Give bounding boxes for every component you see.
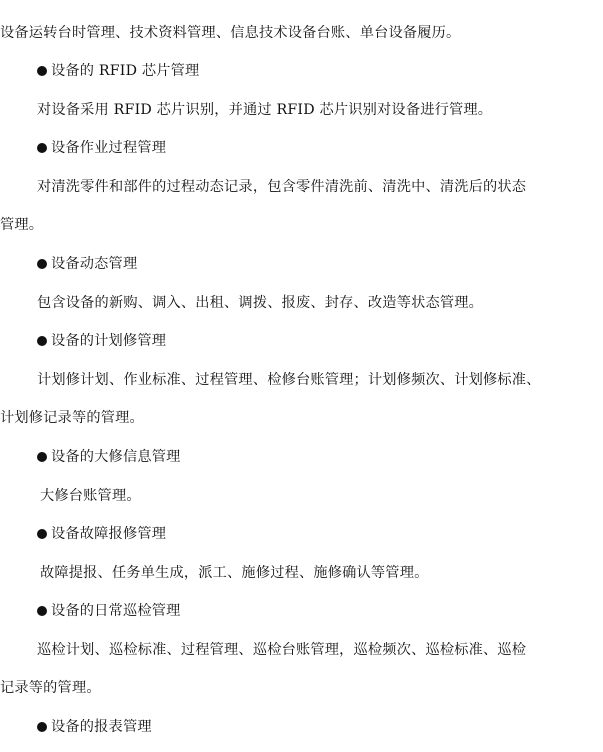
paragraph-planned-line-2: 计划修记录等的管理。 [0, 410, 144, 426]
bullet-item-overhaul [0, 450, 603, 464]
paragraph-process-line-1: 对清洗零件和部件的过程动态记录，包含零件清洗前、清洗中、清洗后的状态 [37, 179, 527, 195]
bullet-dot-icon [37, 529, 47, 539]
bullet-dot-icon [37, 66, 47, 76]
paragraph-patrol-line-1: 巡检计划、巡检标准、过程管理、巡检台账管理，巡检频次、巡检标准、巡检 [37, 642, 527, 658]
paragraph-rfid: 对设备采用 RFID 芯片识别，并通过 RFID 芯片识别对设备进行管理。 [37, 102, 493, 118]
bullet-label: 设备的报表管理 [51, 719, 152, 735]
bullet-label: 设备作业过程管理 [51, 140, 167, 156]
bullet-item-rfid [0, 64, 603, 78]
paragraph-planned-line-1: 计划修计划、作业标准、过程管理、检修台账管理；计划修频次、计划修标准、 [37, 372, 541, 388]
paragraph-process-line-2: 管理。 [0, 217, 44, 233]
bullet-label: 设备的日常巡检管理 [51, 603, 181, 619]
paragraph-overhaul: 大修台账管理。 [40, 488, 141, 504]
paragraph-patrol-line-2: 记录等的管理。 [0, 680, 101, 696]
bullet-dot-icon [37, 606, 47, 616]
paragraph-fault: 故障提报、任务单生成，派工、施修过程、施修确认等管理。 [40, 565, 429, 581]
bullet-item-dynamic [0, 257, 603, 271]
paragraph-dynamic: 包含设备的新购、调入、出租、调拨、报废、封存、改造等状态管理。 [37, 295, 484, 311]
bullet-item-planned [0, 334, 603, 348]
bullet-dot-icon [37, 722, 47, 732]
bullet-item-report [0, 720, 603, 734]
paragraph-operation-records: 设备运转台时管理、技术资料管理、信息技术设备台账、单台设备履历。 [0, 25, 461, 41]
bullet-label: 设备动态管理 [51, 256, 138, 272]
bullet-label: 设备的 RFID 芯片管理 [51, 63, 200, 79]
bullet-label: 设备的大修信息管理 [51, 449, 181, 465]
bullet-dot-icon [37, 259, 47, 269]
bullet-item-patrol [0, 604, 603, 618]
bullet-dot-icon [37, 336, 47, 346]
bullet-dot-icon [37, 143, 47, 153]
bullet-item-process [0, 141, 603, 155]
bullet-item-fault [0, 527, 603, 541]
bullet-label: 设备故障报修管理 [51, 526, 167, 542]
bullet-label: 设备的计划修管理 [51, 333, 167, 349]
bullet-dot-icon [37, 452, 47, 462]
